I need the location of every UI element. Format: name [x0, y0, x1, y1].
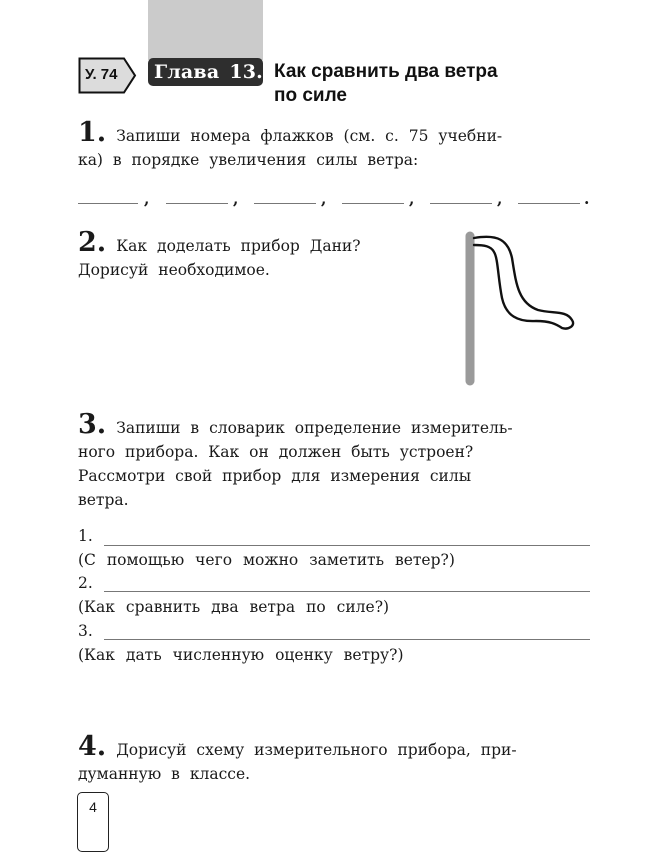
comma: , [497, 189, 503, 208]
answer-row-1 [78, 525, 590, 547]
task-text-line: думанную в классе. [78, 765, 251, 783]
answer-hint: (Как дать численную оценку ветру?) [78, 646, 404, 664]
answer-blank[interactable] [342, 203, 404, 204]
task-text-line: Дорисуй схему измерительного прибора, при- [116, 741, 517, 759]
task-text-line: Запиши в словарик определение измеритель- [116, 419, 513, 437]
task-text-line: ветра. [78, 491, 129, 509]
answer-label: 2. [78, 574, 93, 592]
answer-line[interactable] [104, 545, 590, 546]
task-text-line: ного прибора. Как он должен быть устроен? [78, 443, 474, 461]
page-title-line2: по силе [274, 85, 347, 106]
page-number: 4 [89, 799, 97, 815]
flag-order-blanks [78, 189, 590, 209]
answer-label: 1. [78, 527, 93, 545]
comma: , [321, 189, 327, 208]
comma: , [409, 189, 415, 208]
task-number: 3. [78, 409, 107, 440]
answer-label: 3. [78, 622, 93, 640]
answer-blank[interactable] [78, 203, 138, 204]
page-number-box [77, 792, 109, 852]
task-2 [78, 227, 418, 282]
answer-hint: (Как сравнить два ветра по силе?) [78, 598, 390, 616]
answer-line[interactable] [104, 639, 590, 640]
comma: , [144, 189, 150, 208]
answer-blank[interactable] [518, 203, 580, 204]
textbook-reference-tag [78, 57, 136, 93]
task-text-line: Как доделать прибор Дани? [116, 237, 361, 255]
task-text-line: Запиши номера флажков (см. с. 75 учебни- [116, 127, 503, 145]
answer-line[interactable] [104, 591, 590, 592]
task-text-line: Дорисуй необходимое. [78, 261, 270, 279]
page-title-line1: Как сравнить два ветра [274, 61, 498, 82]
task-number: 2. [78, 227, 107, 258]
answer-hint: (С помощью чего можно заметить ветер?) [78, 551, 455, 569]
task-number: 4. [78, 731, 107, 762]
task-text-line: Рассмотри свой прибор для измерения силы [78, 467, 472, 485]
period: . [584, 189, 590, 208]
chapter-label: Глава [154, 61, 220, 83]
task-number: 1. [78, 117, 107, 148]
chapter-badge [148, 58, 263, 86]
chapter-number: 13. [229, 61, 263, 83]
task-1 [78, 117, 590, 172]
ref-tag-label: У. 74 [85, 66, 118, 83]
task-text-line: ка) в порядке увеличения силы ветра: [78, 151, 419, 169]
chapter-gray-tab [148, 0, 263, 60]
comma: , [233, 189, 239, 208]
task-4 [78, 731, 590, 786]
answer-blank[interactable] [254, 203, 316, 204]
answer-row-2 [78, 572, 590, 594]
answer-blank[interactable] [430, 203, 492, 204]
page-title [274, 60, 574, 108]
task-3 [78, 409, 590, 512]
flag-on-pole-icon [458, 228, 583, 388]
answer-row-3 [78, 620, 590, 642]
answer-blank[interactable] [166, 203, 228, 204]
